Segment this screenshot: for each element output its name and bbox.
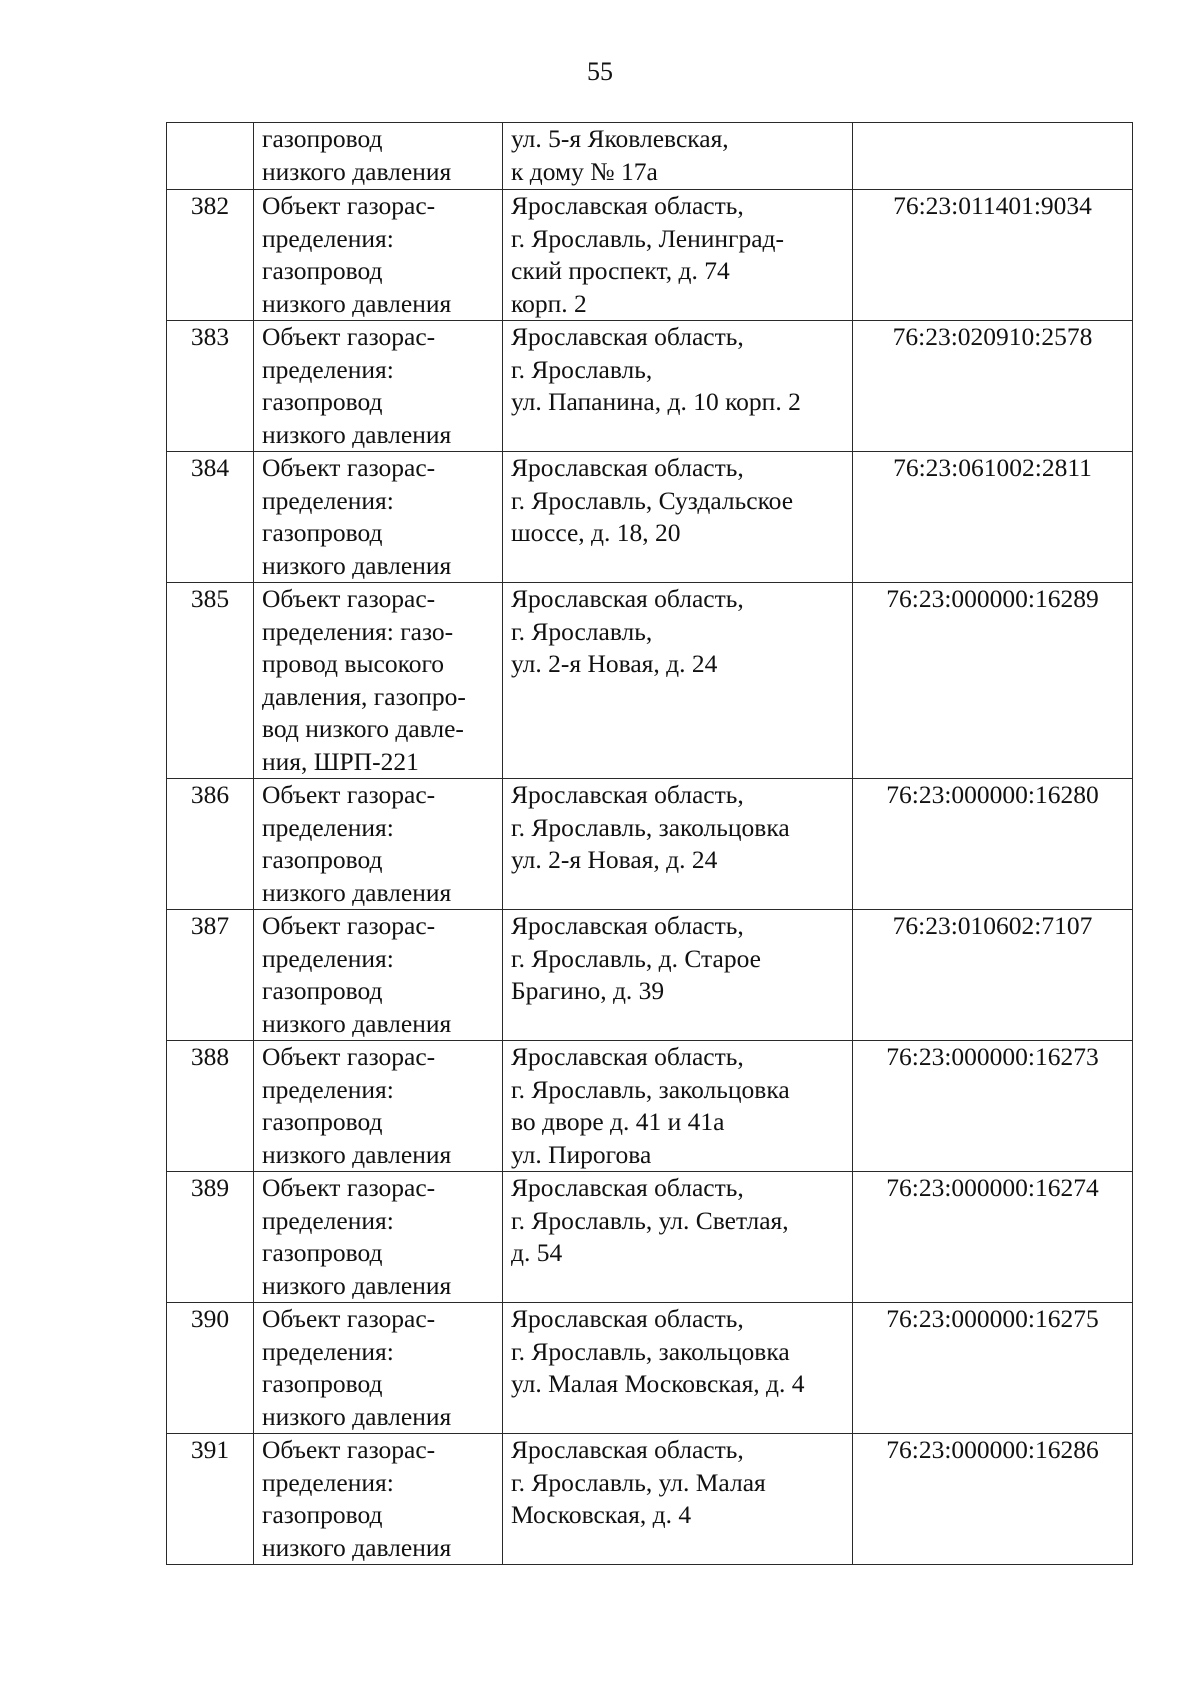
object-address: Ярославская область, г. Ярославль, закольцовка во дворе д. 41 и 41а ул. Пирогова — [503, 1041, 853, 1172]
object-address: Ярославская область, г. Ярославль, д. Старое Брагино, д. 39 — [503, 910, 853, 1041]
row-number — [167, 123, 254, 190]
cadastral-number: 76:23:061002:2811 — [853, 452, 1133, 583]
object-name: Объект газорас- пределения: газопровод низкого давления — [254, 1303, 503, 1434]
object-name: Объект газорас- пределения: газопровод низкого давления — [254, 779, 503, 910]
table-row — [167, 1172, 1133, 1303]
object-name: Объект газорас- пределения: газо- провод высокого давления, газопро- вод низкого давле- ния, ШРП-221 — [254, 583, 503, 779]
cadastral-number: 76:23:000000:16275 — [853, 1303, 1133, 1434]
object-name: Объект газорас- пределения: газопровод низкого давления — [254, 190, 503, 321]
page-number: 55 — [587, 57, 613, 86]
object-address: Ярославская область, г. Ярославль, ул. 2-я Новая, д. 24 — [503, 583, 853, 779]
object-name: Объект газорас- пределения: газопровод низкого давления — [254, 1172, 503, 1303]
table-row — [167, 1303, 1133, 1434]
object-address: Ярославская область, г. Ярославль, закольцовка ул. 2-я Новая, д. 24 — [503, 779, 853, 910]
row-number: 382 — [167, 190, 254, 321]
row-number: 385 — [167, 583, 254, 779]
cadastral-number: 76:23:000000:16273 — [853, 1041, 1133, 1172]
object-address: Ярославская область, г. Ярославль, ул. Светлая, д. 54 — [503, 1172, 853, 1303]
table-row — [167, 910, 1133, 1041]
object-name: Объект газорас- пределения: газопровод низкого давления — [254, 1434, 503, 1565]
object-address: Ярославская область, г. Ярославль, ул. Малая Московская, д. 4 — [503, 1434, 853, 1565]
cadastral-number: 76:23:011401:9034 — [853, 190, 1133, 321]
object-address: Ярославская область, г. Ярославль, закольцовка ул. Малая Московская, д. 4 — [503, 1303, 853, 1434]
cadastral-number: 76:23:000000:16289 — [853, 583, 1133, 779]
object-address: Ярославская область, г. Ярославль, ул. Папанина, д. 10 корп. 2 — [503, 321, 853, 452]
table-row — [167, 190, 1133, 321]
table-row — [167, 583, 1133, 779]
object-address: ул. 5-я Яковлевская, к дому № 17а — [503, 123, 853, 190]
table-row — [167, 321, 1133, 452]
table-row — [167, 1434, 1133, 1565]
object-name: Объект газорас- пределения: газопровод низкого давления — [254, 321, 503, 452]
row-number: 389 — [167, 1172, 254, 1303]
object-name: Объект газорас- пределения: газопровод низкого давления — [254, 910, 503, 1041]
row-number: 388 — [167, 1041, 254, 1172]
row-number: 383 — [167, 321, 254, 452]
cadastral-number: 76:23:000000:16280 — [853, 779, 1133, 910]
cadastral-number: 76:23:000000:16286 — [853, 1434, 1133, 1565]
table-row — [167, 779, 1133, 910]
object-address: Ярославская область, г. Ярославль, Ленинград- ский проспект, д. 74 корп. 2 — [503, 190, 853, 321]
row-number: 391 — [167, 1434, 254, 1565]
cadastral-number — [853, 123, 1133, 190]
object-name: Объект газорас- пределения: газопровод низкого давления — [254, 1041, 503, 1172]
table-row — [167, 123, 1133, 190]
object-name: газопровод низкого давления — [254, 123, 503, 190]
cadastral-number: 76:23:000000:16274 — [853, 1172, 1133, 1303]
registry-table — [166, 122, 1133, 1565]
cadastral-number: 76:23:020910:2578 — [853, 321, 1133, 452]
row-number: 386 — [167, 779, 254, 910]
object-name: Объект газорас- пределения: газопровод низкого давления — [254, 452, 503, 583]
row-number: 387 — [167, 910, 254, 1041]
row-number: 390 — [167, 1303, 254, 1434]
row-number: 384 — [167, 452, 254, 583]
cadastral-number: 76:23:010602:7107 — [853, 910, 1133, 1041]
table-row — [167, 452, 1133, 583]
table-row — [167, 1041, 1133, 1172]
object-address: Ярославская область, г. Ярославль, Суздальское шоссе, д. 18, 20 — [503, 452, 853, 583]
